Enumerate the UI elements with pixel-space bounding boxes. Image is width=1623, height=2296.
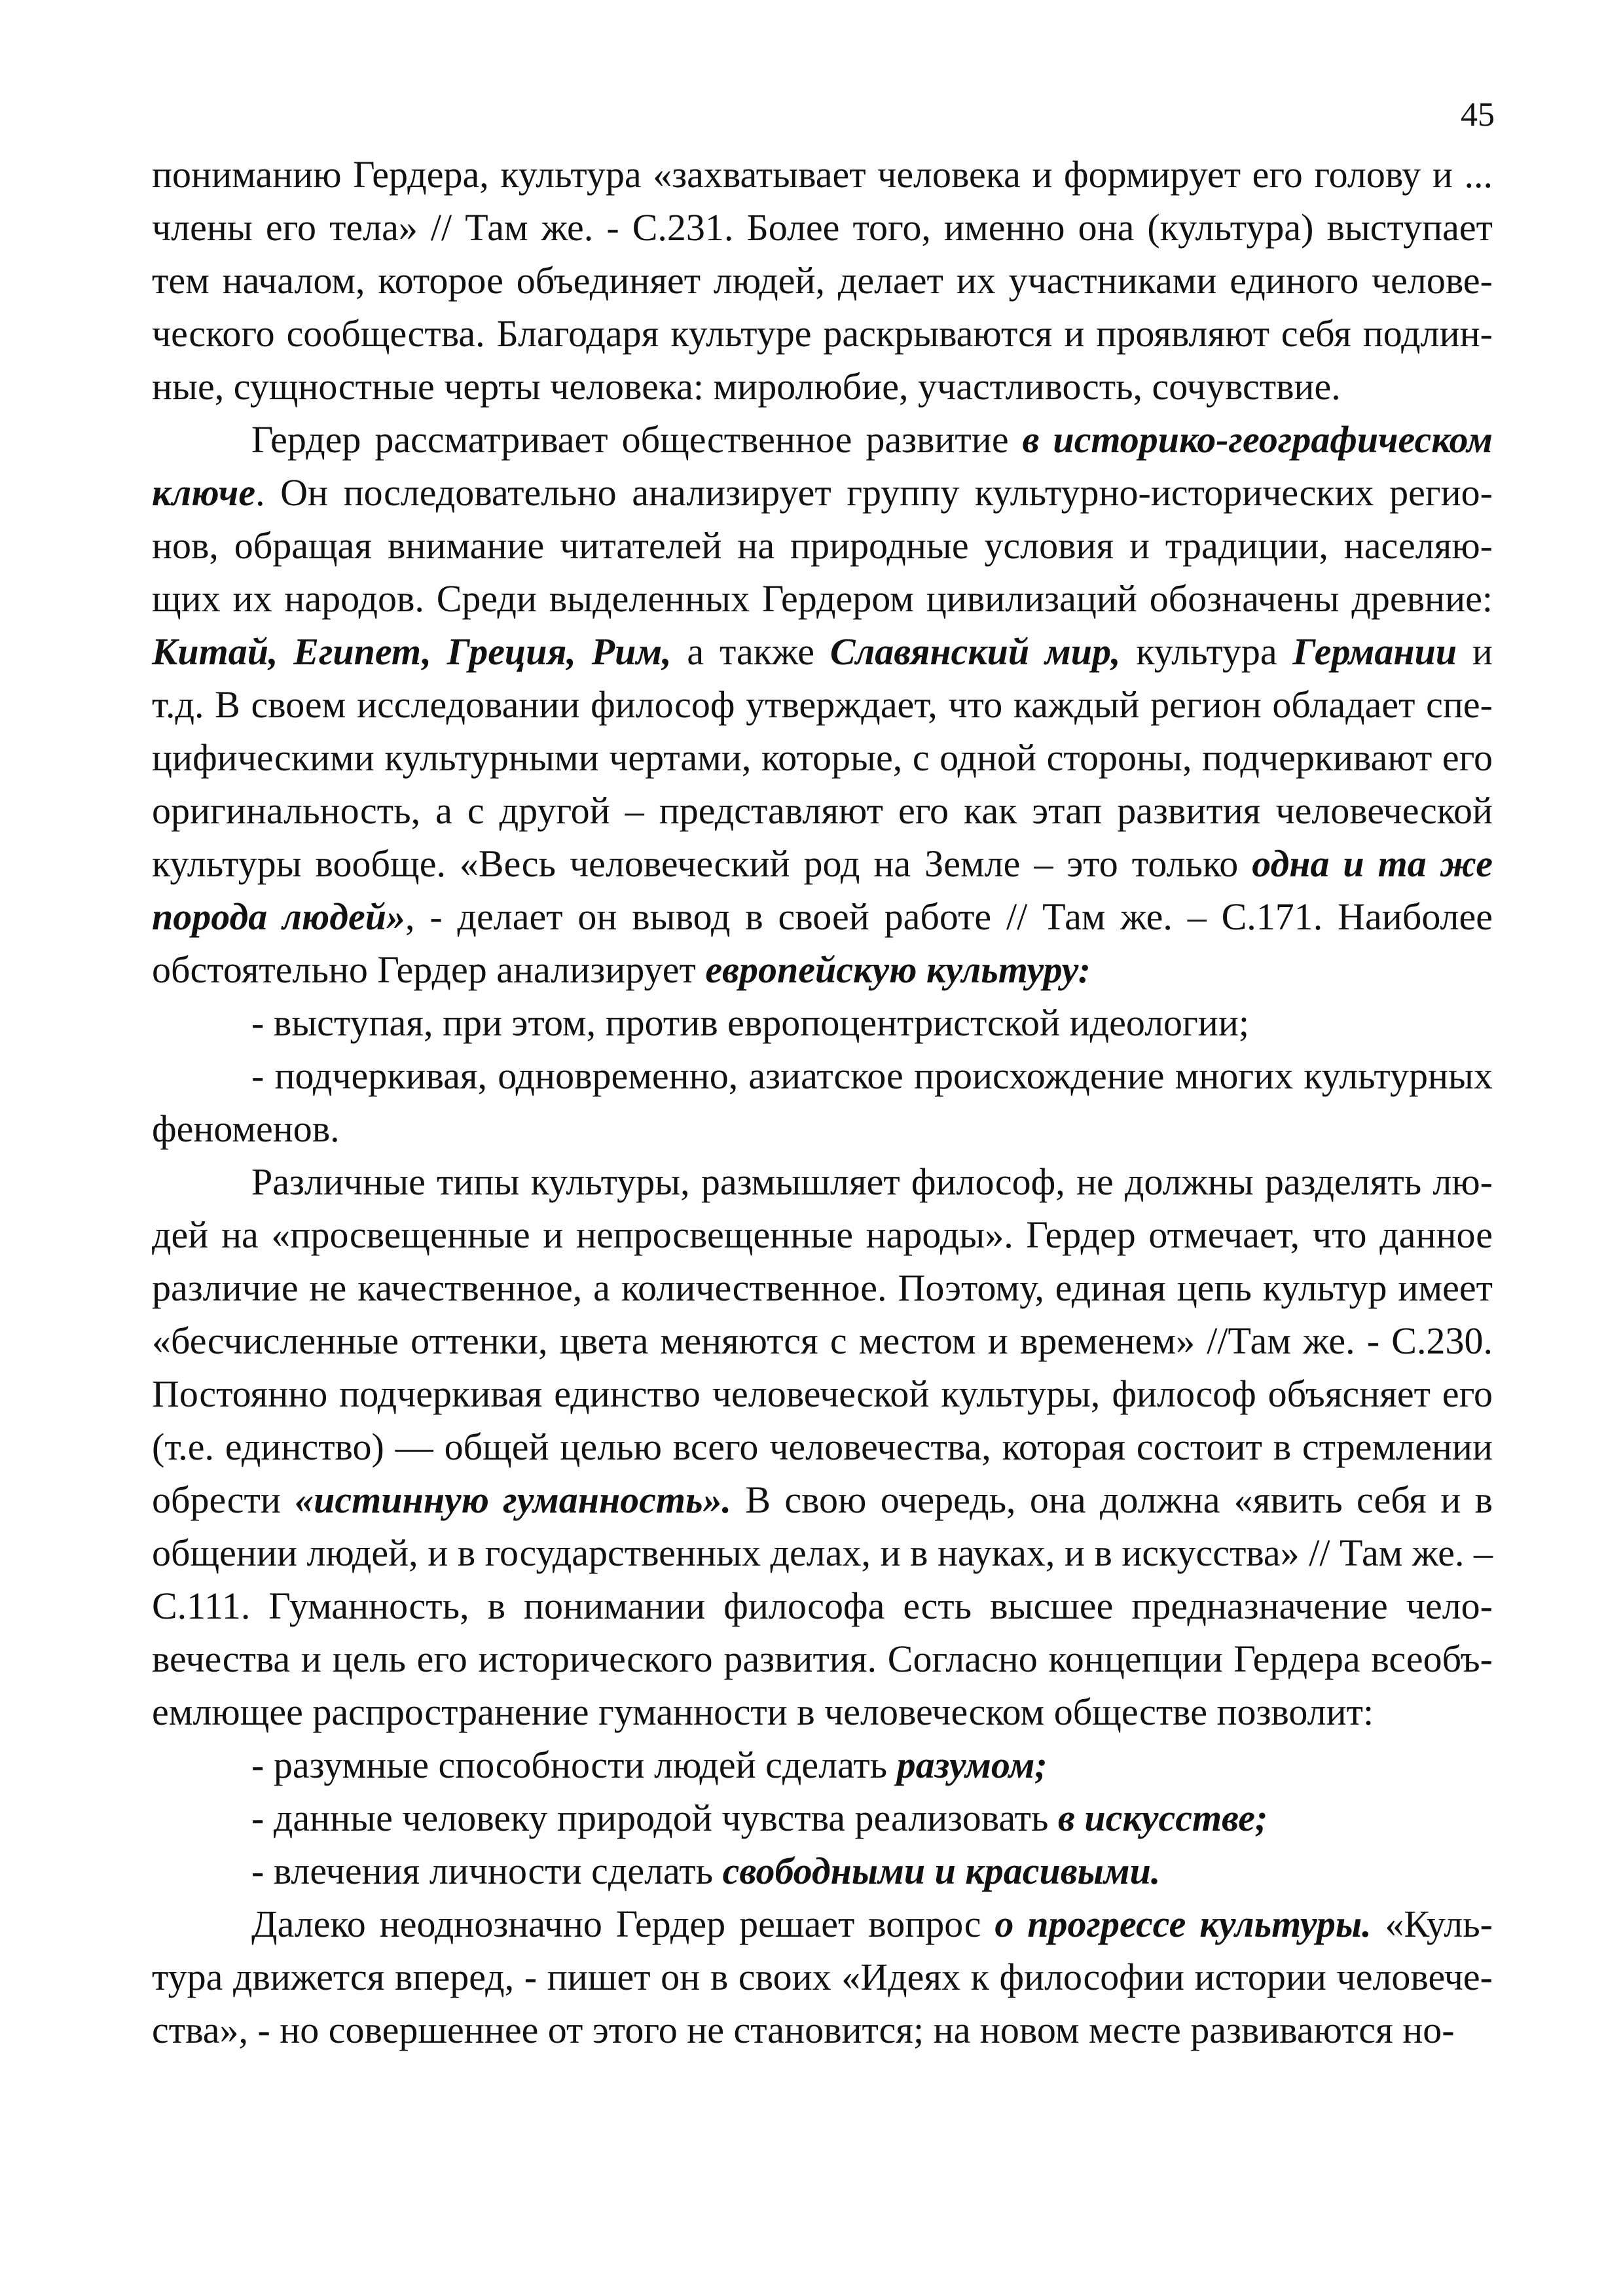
text-run: а также [671, 630, 830, 673]
list-item [152, 1791, 1493, 1844]
emphasis-text: «истинную гуманность». [295, 1479, 732, 1521]
text-run: - данные человеку природой чувства реализовать [251, 1797, 1058, 1839]
paragraph [152, 148, 1493, 413]
text-run: культура [1120, 630, 1293, 673]
list-item [152, 996, 1493, 1049]
list-item [152, 1049, 1493, 1155]
text-run: В свою очередь, она должна «явить себя и в общении людей, и в государственных делах, и в науках, и в искусства» // Там же. – С.111. Гуманность, в понимании философа есть высшее предназначение человечества и цель его исторического развития. Согласно концепции Гердера всеобъемлющее распространение гуманности в человеческом обществе позволит: [152, 1479, 1493, 1733]
text-run: . Он последовательно анализирует группу культурно-исторических регионов, обращая внимание читателей на природные условия и традиции, населяющих их народов. Среди выделенных Гердером цивилизаций обозначены древние: [152, 471, 1493, 620]
text-run: Далеко неоднозначно Гердер решает вопрос [251, 1903, 995, 1945]
emphasis-text: о прогрессе культуры. [994, 1903, 1372, 1945]
text-body [152, 148, 1493, 2056]
text-run: пониманию Гердера, культура «захватывает человека и формирует его голову и ... члены его тела» // Там же. - С.231. Более того, именно она (культура) выступает тем началом, которое объединяет людей, делает их участниками единого человеческого сообщества. Благодаря культуре раскрываются и проявляют себя подлинные, сущностные черты человека: миролюбие, участливость, сочувствие. [152, 153, 1493, 408]
emphasis-text: Китай, Египет, Греция, Рим, [152, 630, 672, 673]
text-run: , - делает он вывод в своей работе // Там же. – С.171. Наиболее обстоятельно Гердер анализирует [152, 895, 1493, 991]
emphasis-text: разумом; [896, 1744, 1048, 1786]
text-run: - влечения личности сделать [251, 1850, 723, 1892]
emphasis-text: в историко-географическом ключе [152, 418, 1493, 514]
page-number: 45 [1461, 96, 1495, 134]
list-item [152, 1738, 1493, 1791]
paragraph [152, 1897, 1493, 2056]
text-run: Гердер рассматривает общественное развитие [251, 418, 1023, 461]
text-run: - выступая, при этом, против европоцентристской идеологии; [251, 1001, 1250, 1044]
text-run: «Культура движется вперед, - пишет он в своих «Идеях к философии истории человечества», - но совершеннее от этого не становится; на новом месте развиваются но- [152, 1903, 1493, 2051]
emphasis-text: Славянский мир, [830, 630, 1121, 673]
emphasis-text: в искусстве; [1057, 1797, 1268, 1839]
list-item [152, 1844, 1493, 1897]
paragraph [152, 1155, 1493, 1738]
text-run: Различные типы культуры, размышляет философ, не должны разделять людей на «просвещенные и непросвещенные народы». Гердер отмечает, что данное различие не качественное, а количественное. Поэтому, единая цепь культур имеет «бесчисленные оттенки, цвета меняются с местом и временем» //Там же. - С.230. Постоянно подчеркивая единство человеческой культуры, философ объясняет его (т.е. единство) — общей целью всего человечества, которая состоит в стремлении обрести [152, 1160, 1493, 1521]
emphasis-text: Германии [1292, 630, 1457, 673]
emphasis-text: свободными и красивыми. [722, 1850, 1161, 1892]
text-run: - подчеркивая, одновременно, азиатское происхождение многих культурных феноменов. [152, 1054, 1493, 1150]
emphasis-text: европейскую культуру: [705, 948, 1091, 991]
paragraph [152, 413, 1493, 996]
emphasis-text: одна и та же порода людей» [152, 842, 1493, 938]
text-run: и т.д. В своем исследовании философ утверждает, что каждый регион обладает специфическими культурными чертами, которые, с одной стороны, подчеркивают его оригинальность, а с другой – представляют его как этап развития человеческой культуры вообще. «Весь человеческий род на Земле – это только [152, 630, 1493, 885]
text-run: - разумные способности людей сделать [251, 1744, 897, 1786]
